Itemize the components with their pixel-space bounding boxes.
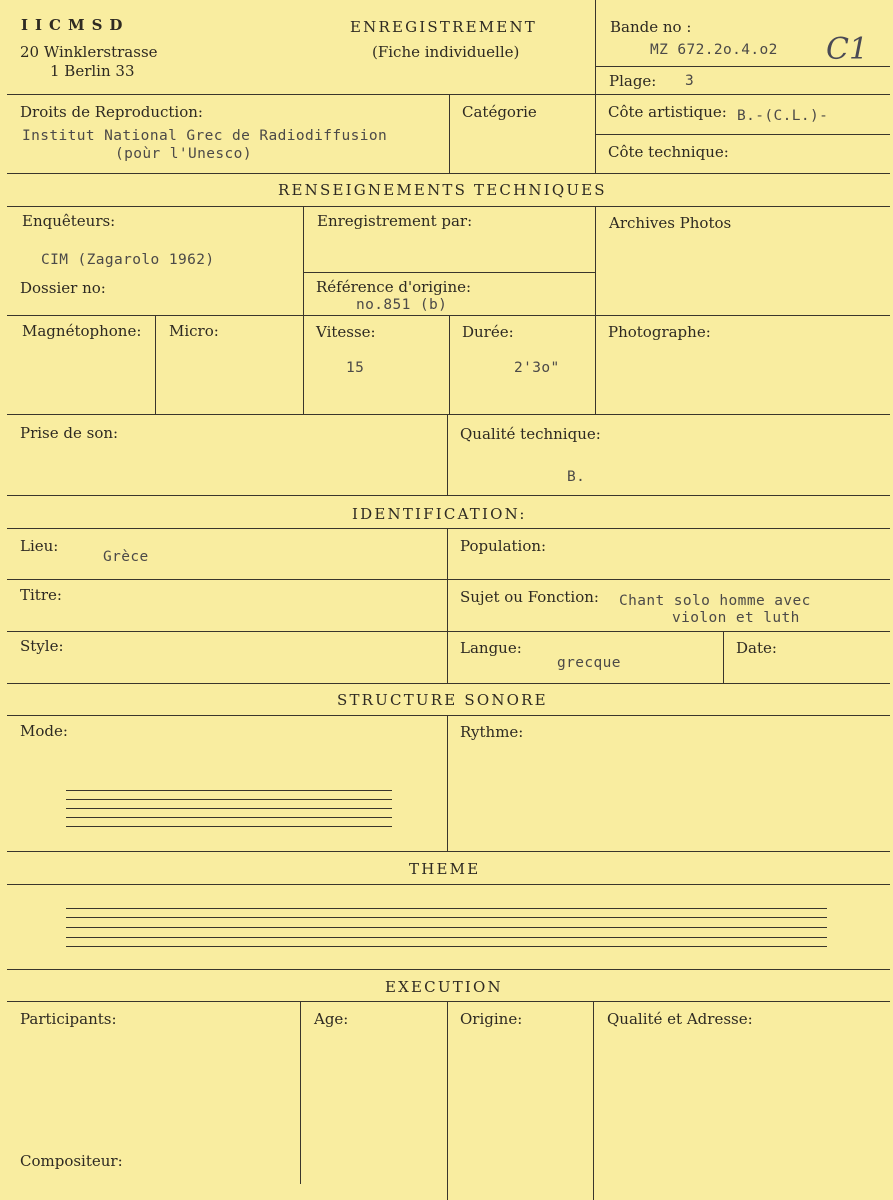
origine-label: Origine: [460, 1010, 523, 1028]
vitesse-label: Vitesse: [316, 323, 376, 341]
langue-value: grecque [557, 655, 621, 671]
rule-lieu-bottom [7, 579, 890, 580]
mode-staff-line [66, 826, 392, 827]
droits-line-1: Institut National Grec de Radiodiffusion [22, 128, 388, 144]
lieu-value: Grèce [103, 549, 149, 565]
rule-enregistrement-mid [303, 272, 595, 273]
rule-execution-title-bottom [7, 1001, 890, 1002]
rule-magneto-bottom [7, 414, 890, 415]
theme-staff-line [66, 908, 827, 909]
plage-value: 3 [685, 73, 695, 89]
theme-staff-line [66, 917, 827, 918]
rule-enq-right [303, 206, 304, 414]
mode-staff-line [66, 790, 392, 791]
population-label: Population: [460, 537, 547, 555]
droits-line-2: (poùr l'Unesco) [115, 146, 252, 162]
sujet-label: Sujet ou Fonction: [460, 588, 599, 606]
micro-label: Micro: [169, 322, 219, 340]
rule-structure-mid [447, 715, 448, 851]
archives-photos-label: Archives Photos [609, 214, 732, 232]
form-subtitle: (Fiche individuelle) [372, 43, 520, 61]
bande-label: Bande no : [610, 18, 692, 36]
identification-section-title: IDENTIFICATION: [352, 505, 527, 523]
rule-participants-right [300, 1001, 301, 1184]
enqueteurs-label: Enquêteurs: [22, 212, 116, 230]
rule-date-left [723, 631, 724, 683]
lieu-label: Lieu: [20, 537, 59, 555]
rule-cote-mid [595, 134, 890, 135]
rule-theme-top [7, 851, 890, 852]
address-line-2: 1 Berlin 33 [50, 62, 135, 80]
rule-identification-title-bottom [7, 528, 890, 529]
dossier-label: Dossier no: [20, 279, 106, 297]
age-label: Age: [314, 1010, 349, 1028]
structure-section-title: STRUCTURE SONORE [337, 691, 548, 709]
droits-label: Droits de Reproduction: [20, 103, 203, 121]
rule-titre-bottom [7, 631, 890, 632]
rule-age-right [447, 1001, 448, 1200]
titre-label: Titre: [20, 586, 62, 604]
rule-categorie-left [449, 94, 450, 173]
theme-section-title: THEME [409, 860, 481, 878]
cote-technique-label: Côte technique: [608, 143, 729, 161]
rythme-label: Rythme: [460, 723, 524, 741]
bande-value: MZ 672.2o.4.o2 [650, 42, 778, 58]
rule-origine-right [593, 1001, 594, 1200]
duree-value: 2'3o" [514, 360, 560, 376]
org-logo: IICMSD [21, 16, 130, 34]
qualite-adresse-label: Qualité et Adresse: [607, 1010, 753, 1028]
cote-artistique-label: Côte artistique: [608, 103, 727, 121]
rule-theme-title-bottom [7, 884, 890, 885]
style-label: Style: [20, 637, 64, 655]
qualite-technique-value: B. [567, 469, 586, 485]
rule-prise-right [447, 414, 448, 495]
enqueteurs-value: CIM (Zagarolo 1962) [41, 252, 215, 268]
duree-label: Durée: [462, 323, 514, 341]
reference-label: Référence d'origine: [316, 278, 472, 296]
rule-structure-title-bottom [7, 715, 890, 716]
execution-section-title: EXECUTION [385, 978, 503, 996]
mode-staff-line [66, 817, 392, 818]
mode-label: Mode: [20, 722, 68, 740]
rule-structure-top [7, 683, 890, 684]
technical-section-title: RENSEIGNEMENTS TECHNIQUES [278, 181, 607, 199]
enregistrement-par-label: Enregistrement par: [317, 212, 473, 230]
theme-staff-line [66, 937, 827, 938]
date-label: Date: [736, 639, 777, 657]
qualite-technique-label: Qualité technique: [460, 425, 601, 443]
bande-handwritten-mark: C1 [826, 32, 869, 67]
vitesse-value: 15 [346, 360, 365, 376]
participants-label: Participants: [20, 1010, 117, 1028]
rule-execution-top [7, 969, 890, 970]
rule-technical-top [7, 173, 890, 174]
rule-technical-title-bottom [7, 206, 890, 207]
compositeur-label: Compositeur: [20, 1152, 123, 1170]
address-line-1: 20 Winklerstrasse [20, 43, 158, 61]
rule-photos-left [595, 206, 596, 414]
theme-staff-line [66, 946, 827, 947]
form-title: ENREGISTREMENT [350, 18, 537, 36]
reference-value: no.851 (b) [356, 297, 448, 313]
rule-magneto-right [155, 315, 156, 414]
rule-identification-mid [447, 528, 448, 683]
mode-staff-line [66, 808, 392, 809]
prise-de-son-label: Prise de son: [20, 424, 119, 442]
photographe-label: Photographe: [608, 323, 711, 341]
rule-identification-top [7, 495, 890, 496]
rule-vitesse-right [449, 315, 450, 414]
magnetophone-label: Magnétophone: [22, 322, 142, 340]
cote-artistique-value: B.-(C.L.)- [737, 108, 829, 124]
mode-staff-line [66, 799, 392, 800]
categorie-label: Catégorie [462, 103, 537, 121]
plage-label: Plage: [609, 72, 657, 90]
sujet-line-1: Chant solo homme avec [619, 593, 811, 609]
rule-header-right [595, 0, 596, 173]
sujet-line-2: violon et luth [672, 610, 800, 626]
langue-label: Langue: [460, 639, 522, 657]
theme-staff-line [66, 927, 827, 928]
